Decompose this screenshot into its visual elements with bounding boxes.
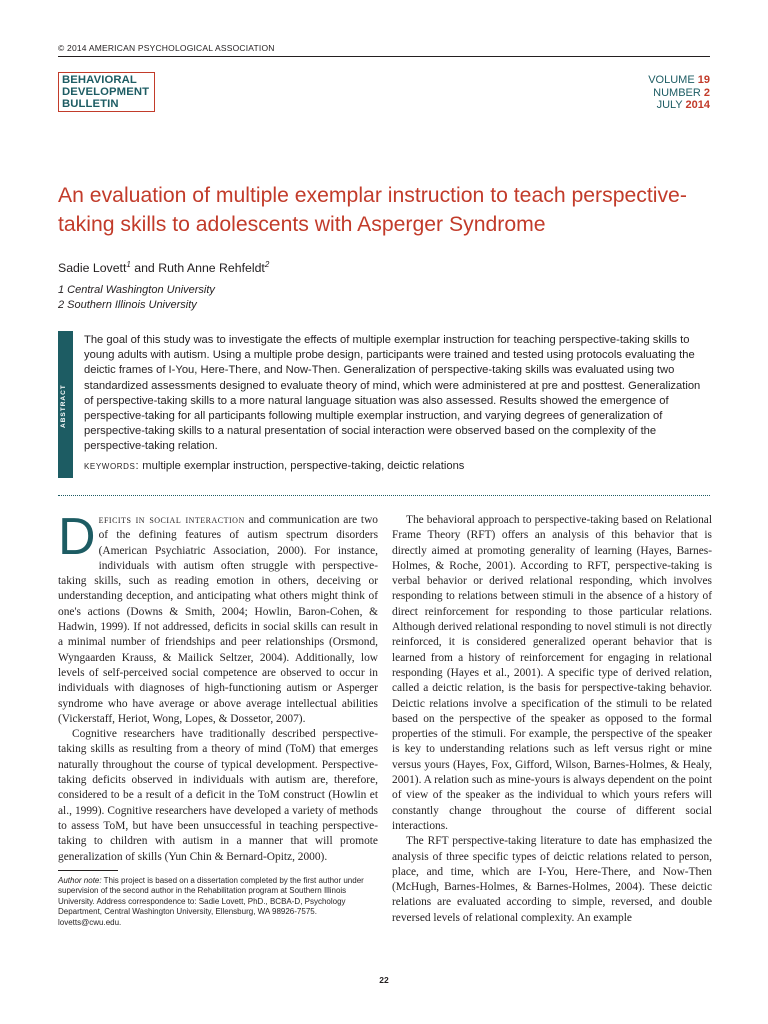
body-column-left [58, 508, 379, 865]
issue-number: 2 [703, 86, 710, 99]
abstract-label: ABSTRACT [60, 384, 67, 428]
body-paragraph: Cognitive researchers have traditionally described perspective-taking skills as resulting from a theory of mind (ToM) that emerges naturally throughout the course of typical development. Perspective-taking deficits observed in individuals with autism are, therefore, considered to be a result of a deficit in the ToM construct (Howlin et al., 1999). Cognitive researchers have developed a variety of methods to assess ToM, but have been unsuccessful in teaching perspective-taking to children with autism in a manner that will promote generalization of skills (Yun Chin & Bernard-Opitz, 2000). [58, 728, 378, 863]
article-title: An evaluation of multiple exemplar instruction to teach perspective-taking skills to adolescents with Asperger Syndrome [58, 184, 687, 236]
copyright-line: © 2014 AMERICAN PSYCHOLOGICAL ASSOCIATION [58, 43, 275, 53]
lead-in-smallcaps: eficits in social interaction [98, 514, 245, 526]
author-note-text: This project is based on a dissertation completed by the first author under supervision of the second author in the Rehabilitation program at Southern Illinois University. Address correspondence to: Sadie Lovett, PhD., BCBA-D, Psychology Department, Central Washington University, Ellensburg, WA 98926-7575. lovetts@cwu.edu. [58, 876, 364, 927]
logo-line: BEHAVIORAL [62, 74, 137, 86]
header-rule [58, 56, 710, 57]
author-name: Sadie Lovett [58, 261, 127, 276]
issue-info [648, 74, 710, 112]
paragraph-text: and communication are two of the defining features of autism spectrum disorders (American Psychiatric Association, 2000). For instance, individuals with autism often struggle with perspective-taking skills, such as reading emotion in others, deceiving or understanding deception, and anticipating what others might think of one's actions (Downs & Smith, 2004; Howlin, Baron-Cohen, & Hadwin, 1999). If not addressed, deficits in social skills can result in a minimal number of friendships and peer relationships (Orsmond, Wyngaarden Krauss, & Mailick Seltzer, 2004). Additionally, low levels of self-perceived social competence are observed to occur in individuals with diagnoses of high-functioning autism or Asperger syndrome who have average or above average intellectual abilities (Vickerstaff, Heriot, Wong, Lopes, & Dossetor, 2007). [58, 514, 379, 725]
section-divider [58, 495, 710, 496]
keywords [84, 460, 464, 472]
body-column-right [392, 513, 712, 926]
logo-line: DEVELOPMENT [62, 86, 150, 98]
drop-cap: D [58, 508, 96, 566]
author-note [58, 876, 378, 928]
issue-month: JULY [656, 99, 683, 111]
affiliation: 1 Central Washington University [58, 284, 215, 296]
volume-number: 19 [697, 74, 710, 86]
journal-logo [58, 72, 155, 112]
number-label: NUMBER [653, 86, 701, 99]
affiliations [58, 283, 215, 313]
issue-year: 2014 [685, 99, 710, 111]
keywords-label: keywords: [84, 460, 140, 472]
body-paragraph: The RFT perspective-taking literature to date has emphasized the analysis of three specific types of deictic relations related to person, place, and time, which are I-You, Here-There, and Now-Then (McHugh, Barnes-Holmes, & Barnes-Holmes, 2004). These deictic relations are evaluated according to simple, reversed, and double reversed levels of relational complexity. An example [392, 835, 712, 924]
page-number: 22 [379, 975, 389, 985]
author-conjunction: and [130, 261, 159, 276]
author-note-label: Author note: [58, 876, 102, 885]
author-name: Ruth Anne Rehfeldt [158, 261, 265, 276]
author-line [58, 260, 269, 275]
footnote-rule [58, 870, 118, 871]
author-affil-marker: 1 [126, 260, 131, 269]
keywords-list: multiple exemplar instruction, perspective-taking, deictic relations [139, 460, 465, 472]
abstract-text: The goal of this study was to investigate the effects of multiple exemplar instruction for teaching perspective-taking skills to young adults with autism. Using a multiple probe design, participants were trained and tested using protocols evaluating the deictic frames of I-You, Here-There, and Now-Then. Generalization of perspective-taking skills was evaluated using two standardized assessments designed to evaluate theory of mind, which were administered at pre and posttest. Generalization of perspective-taking skills to a more natural language situation was also assessed. Results showed the emergence of perspective-taking for all participants following multiple exemplar instruction, and varying degrees of generalization of perspective-taking skills to a natural presentation of social interaction were observed based on the complexity of the perspective-taking relation. [84, 334, 701, 453]
logo-line: BULLETIN [62, 98, 119, 110]
volume-label: VOLUME [648, 74, 695, 86]
affiliation: 2 Southern Illinois University [58, 299, 197, 311]
author-affil-marker: 2 [264, 260, 270, 269]
body-paragraph: The behavioral approach to perspective-taking based on Relational Frame Theory (RFT) offers an analysis of this behavior that is directly aimed at promoting generality of learning (Hayes, Barnes-Holmes, & Roche, 2001). According to RFT, perspective-taking is verbal behavior or derived relational responding, which involves responding to relations between stimuli in the absence of a history of direct reinforcement for responding to those particular relations. Although derived relational responding to novel stimuli is not directly reinforced, it is considered generalized operant behavior that is learned from a history of reinforcement for engaging in relational responding (Hayes et al., 2001). A specific type of derived relation, called a deictic relation, is the basis for perspective-taking behavior. Deictic relations involve a specification of the stimuli to be related based on the perspective of the speaker as opposed to the formal properties of the stimuli. For example, the perspective of the speaker is key to understanding relations such as left versus right or mine versus yours (Hayes, Fox, Gifford, Wilson, Barnes-Holmes, & Healy, 2001). A relation such as mine-yours is always dependent on the point of view of the speaker as the individual to which yours refers will constantly change throughout the course of different social interactions. [392, 514, 712, 832]
body-paragraph [58, 508, 379, 727]
